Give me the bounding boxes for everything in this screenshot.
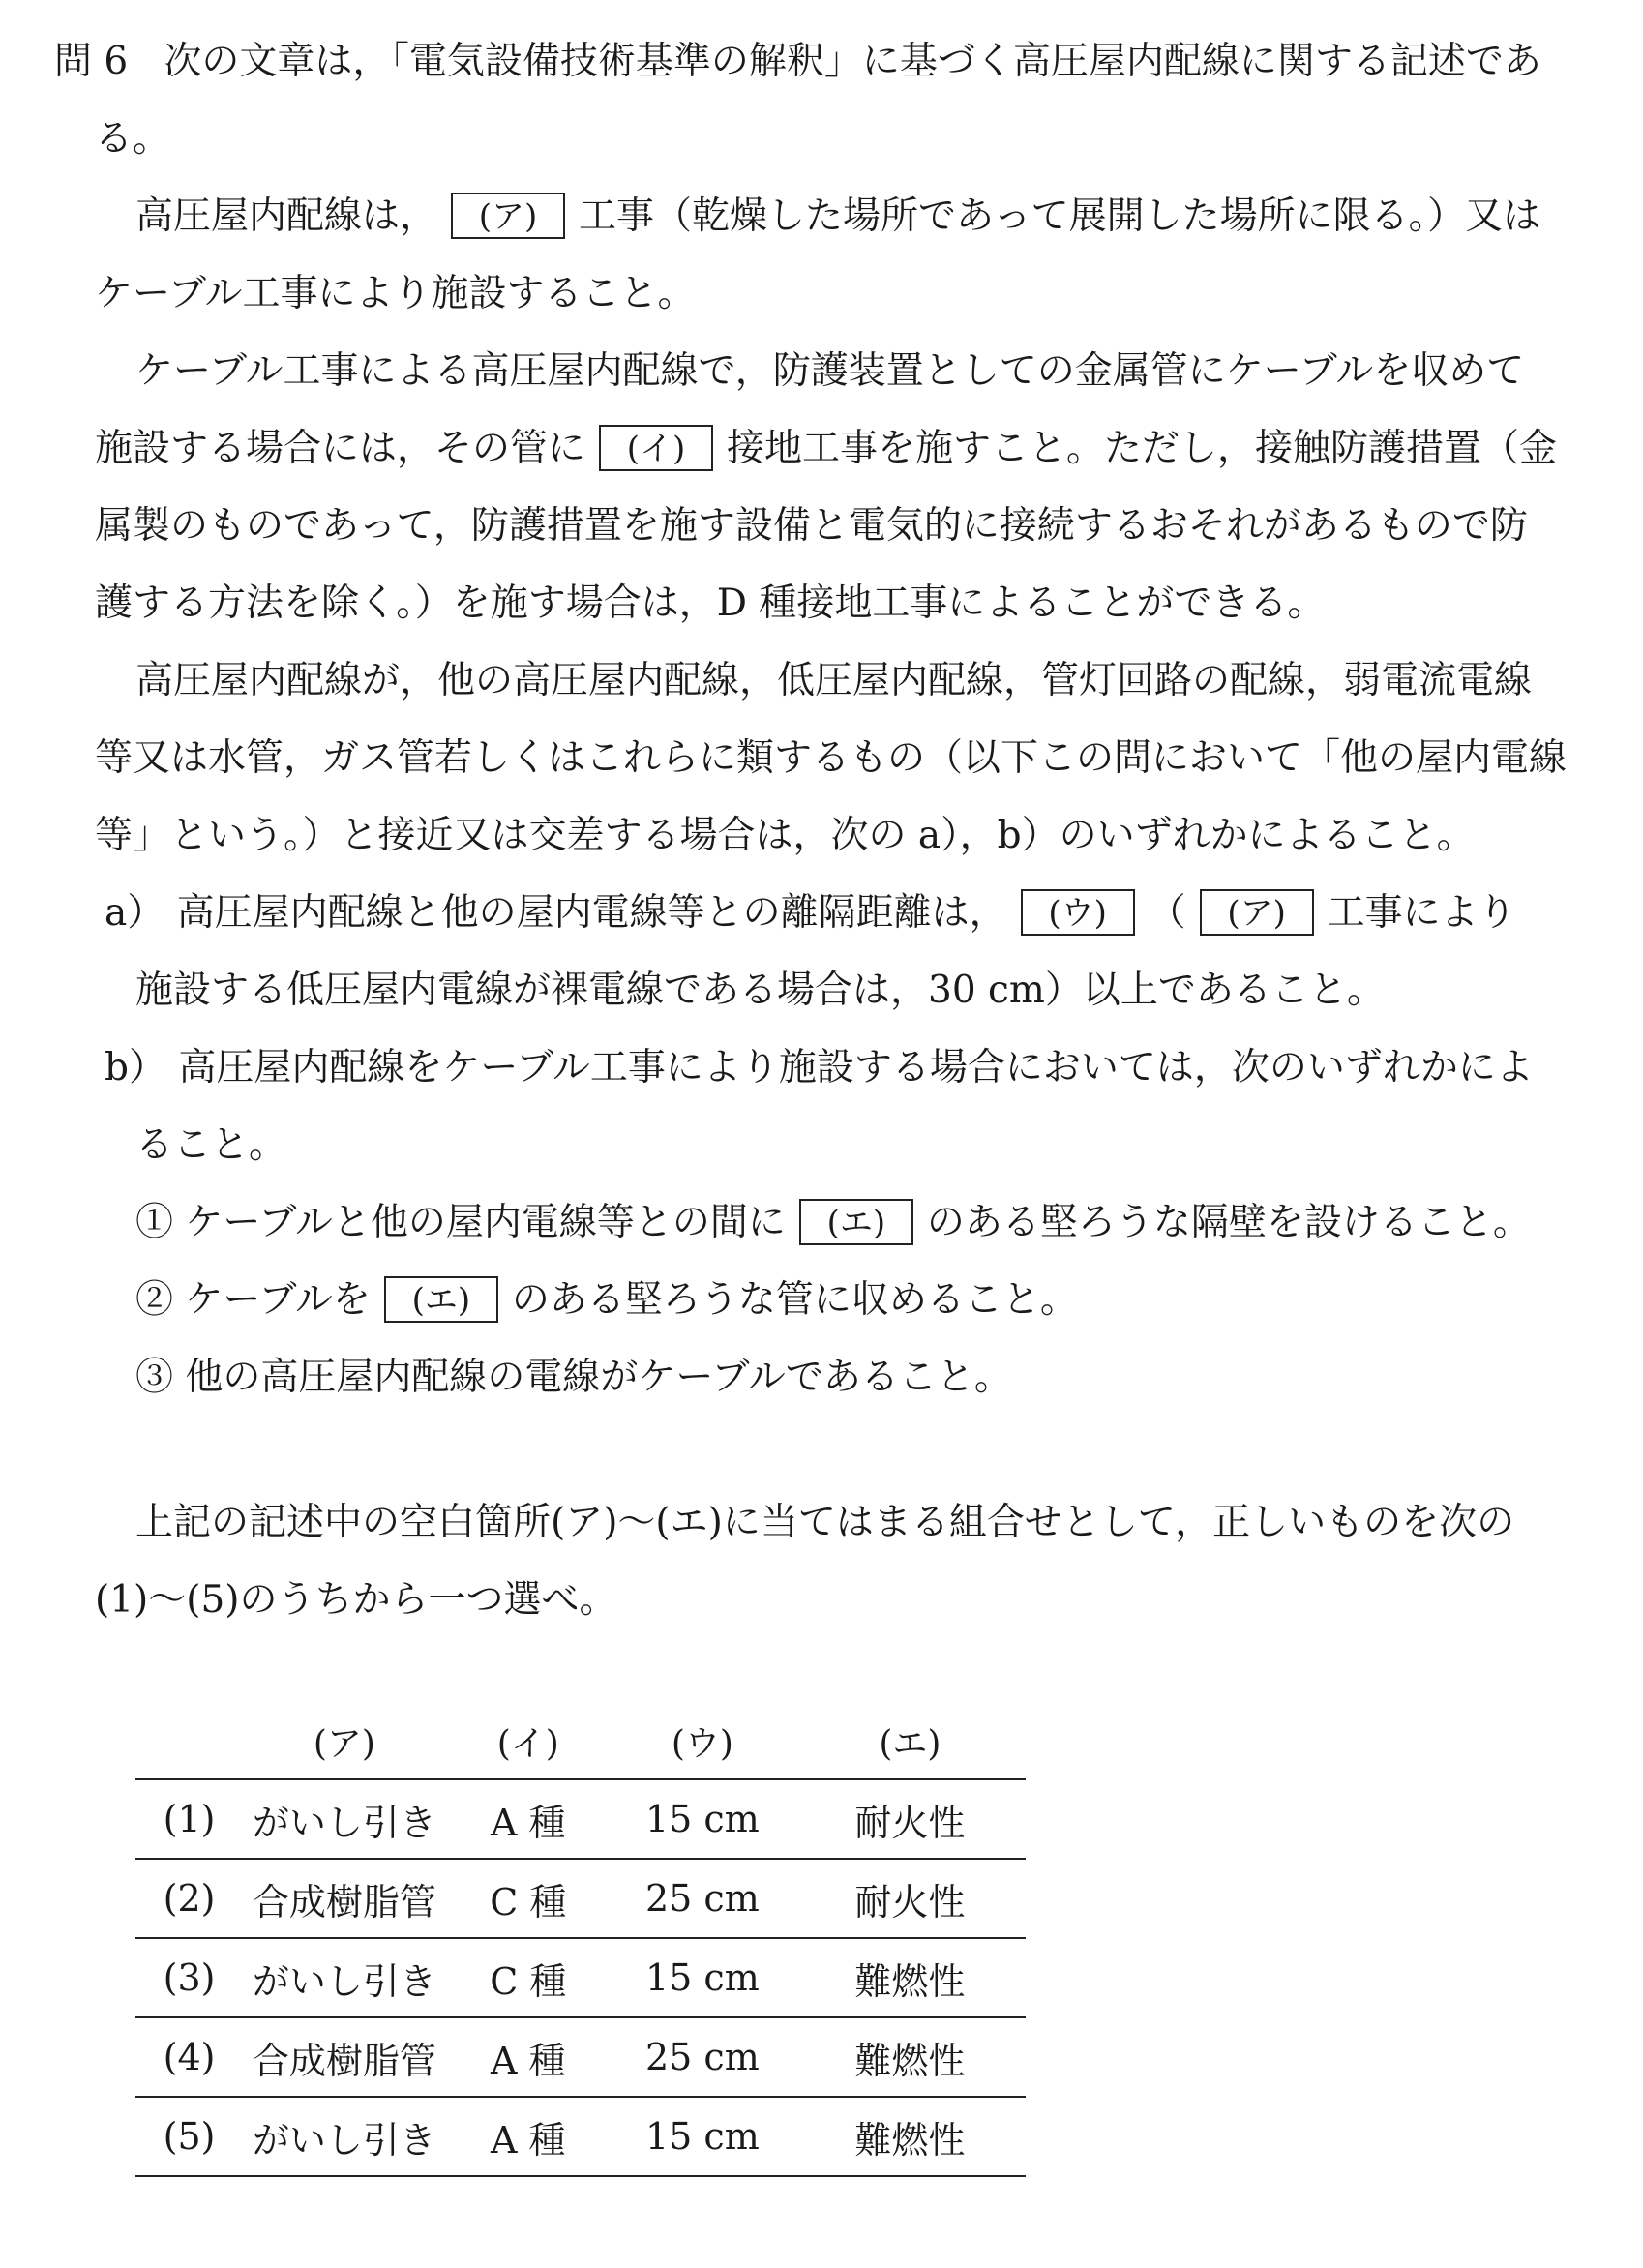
blank-i-box: (イ) xyxy=(599,425,713,471)
item-b-sub-1: ① ケーブルと他の屋内電線等との間に (エ) のある堅ろうな隔壁を設けること。 xyxy=(135,1201,1531,1244)
choice-number: (2) xyxy=(135,1859,243,1938)
item-b-sub-3: ③ 他の高圧屋内配線の電線がケーブルであること。 xyxy=(135,1356,1012,1399)
para1-line-1: 高圧屋内配線は， (ア) 工事（乾燥した場所であって展開した場所に限る。）又は xyxy=(135,194,1541,238)
table-header-cell: (イ) xyxy=(446,1703,611,1779)
question-number: 問 6 xyxy=(54,40,129,83)
table-cell: 難燃性 xyxy=(794,2097,1026,2176)
item-b-line-1: b） 高圧屋内配線をケーブル工事により施設する場合においては，次のいずれかによ xyxy=(105,1046,1534,1089)
para3-line-3: 等」という。）と接近又は交差する場合は，次の a），b）のいずれかによること。 xyxy=(95,814,1475,857)
choice-number: (1) xyxy=(135,1779,243,1859)
question-text: 次の文章は，「電気設備技術基準の解釈」に基づく高圧屋内配線に関する記述であ xyxy=(164,40,1541,83)
table-header-cell: (エ) xyxy=(794,1703,1026,1779)
table-row xyxy=(135,2097,1026,2176)
table-header-row xyxy=(135,1703,1026,1779)
choice-number: (5) xyxy=(135,2097,243,2176)
table-row xyxy=(135,1779,1026,1859)
table-cell: 難燃性 xyxy=(794,1938,1026,2017)
table-header-cell: (ウ) xyxy=(611,1703,794,1779)
choice-number: (4) xyxy=(135,2017,243,2097)
question-line-1 xyxy=(54,35,1541,89)
table-cell: 25 cm xyxy=(611,1859,794,1938)
table-cell: 合成樹脂管 xyxy=(243,1859,446,1938)
para2-line-1: ケーブル工事による高圧屋内配線で，防護装置としての金属管にケーブルを収めて xyxy=(135,349,1525,393)
table-row xyxy=(135,1859,1026,1938)
table-cell: 耐火性 xyxy=(794,1859,1026,1938)
table-cell: がいし引き xyxy=(243,2097,446,2176)
instruction-line-2: (1)～(5)のうちから一つ選べ。 xyxy=(95,1578,617,1622)
table-cell: 15 cm xyxy=(611,1779,794,1859)
table-cell: 耐火性 xyxy=(794,1779,1026,1859)
para3-line-1: 高圧屋内配線が，他の高圧屋内配線，低圧屋内配線，管灯回路の配線，弱電流電線 xyxy=(135,659,1533,702)
blank-a-box-2: (ア) xyxy=(1200,889,1314,936)
item-b-line-2: ること。 xyxy=(135,1123,287,1167)
table-cell: A 種 xyxy=(446,2017,611,2097)
answer-choices-table xyxy=(135,1703,1026,2177)
table-row xyxy=(135,2017,1026,2097)
item-b-sub-2: ② ケーブルを (エ) のある堅ろうな管に収めること。 xyxy=(135,1278,1078,1322)
table-cell: A 種 xyxy=(446,1779,611,1859)
table-cell: がいし引き xyxy=(243,1938,446,2017)
instruction-line-1: 上記の記述中の空白箇所(ア)～(エ)に当てはまる組合せとして，正しいものを次の xyxy=(135,1501,1515,1544)
table-header-cell: (ア) xyxy=(243,1703,446,1779)
table-cell: C 種 xyxy=(446,1938,611,2017)
item-a-line-1: a） 高圧屋内配線と他の屋内電線等との離隔距離は， (ウ) （ (ア) 工事により xyxy=(105,891,1516,935)
para2-line-3: 属製のものであって，防護措置を施す設備と電気的に接続するおそれがあるもので防 xyxy=(95,504,1528,548)
blank-a-box: (ア) xyxy=(451,193,565,239)
table-header-cell xyxy=(135,1703,243,1779)
table-cell: がいし引き xyxy=(243,1779,446,1859)
para3-line-2: 等又は水管，ガス管若しくはこれらに類するもの（以下この問において「他の屋内電線 xyxy=(95,736,1568,780)
table-row xyxy=(135,1938,1026,2017)
table-cell: 15 cm xyxy=(611,2097,794,2176)
question-line-2: る。 xyxy=(95,117,171,161)
para1-line-2: ケーブル工事により施設すること。 xyxy=(95,272,696,315)
table-cell: C 種 xyxy=(446,1859,611,1938)
blank-u-box: (ウ) xyxy=(1021,889,1135,936)
table-cell: 25 cm xyxy=(611,2017,794,2097)
table-cell: 難燃性 xyxy=(794,2017,1026,2097)
table-cell: 15 cm xyxy=(611,1938,794,2017)
choice-number: (3) xyxy=(135,1938,243,2017)
table-cell: 合成樹脂管 xyxy=(243,2017,446,2097)
para2-line-2: 施設する場合には，その管に (イ) 接地工事を施すこと。ただし，接触防護措置（金 xyxy=(95,427,1558,470)
blank-e-box-2: (エ) xyxy=(384,1276,498,1323)
table-cell: A 種 xyxy=(446,2097,611,2176)
para2-line-4: 護する方法を除く。）を施す場合は，D 種接地工事によることができる。 xyxy=(95,582,1326,625)
item-a-line-2: 施設する低圧屋内電線が裸電線である場合は，30 cm）以上であること。 xyxy=(135,969,1385,1012)
blank-e-box: (エ) xyxy=(799,1199,913,1245)
